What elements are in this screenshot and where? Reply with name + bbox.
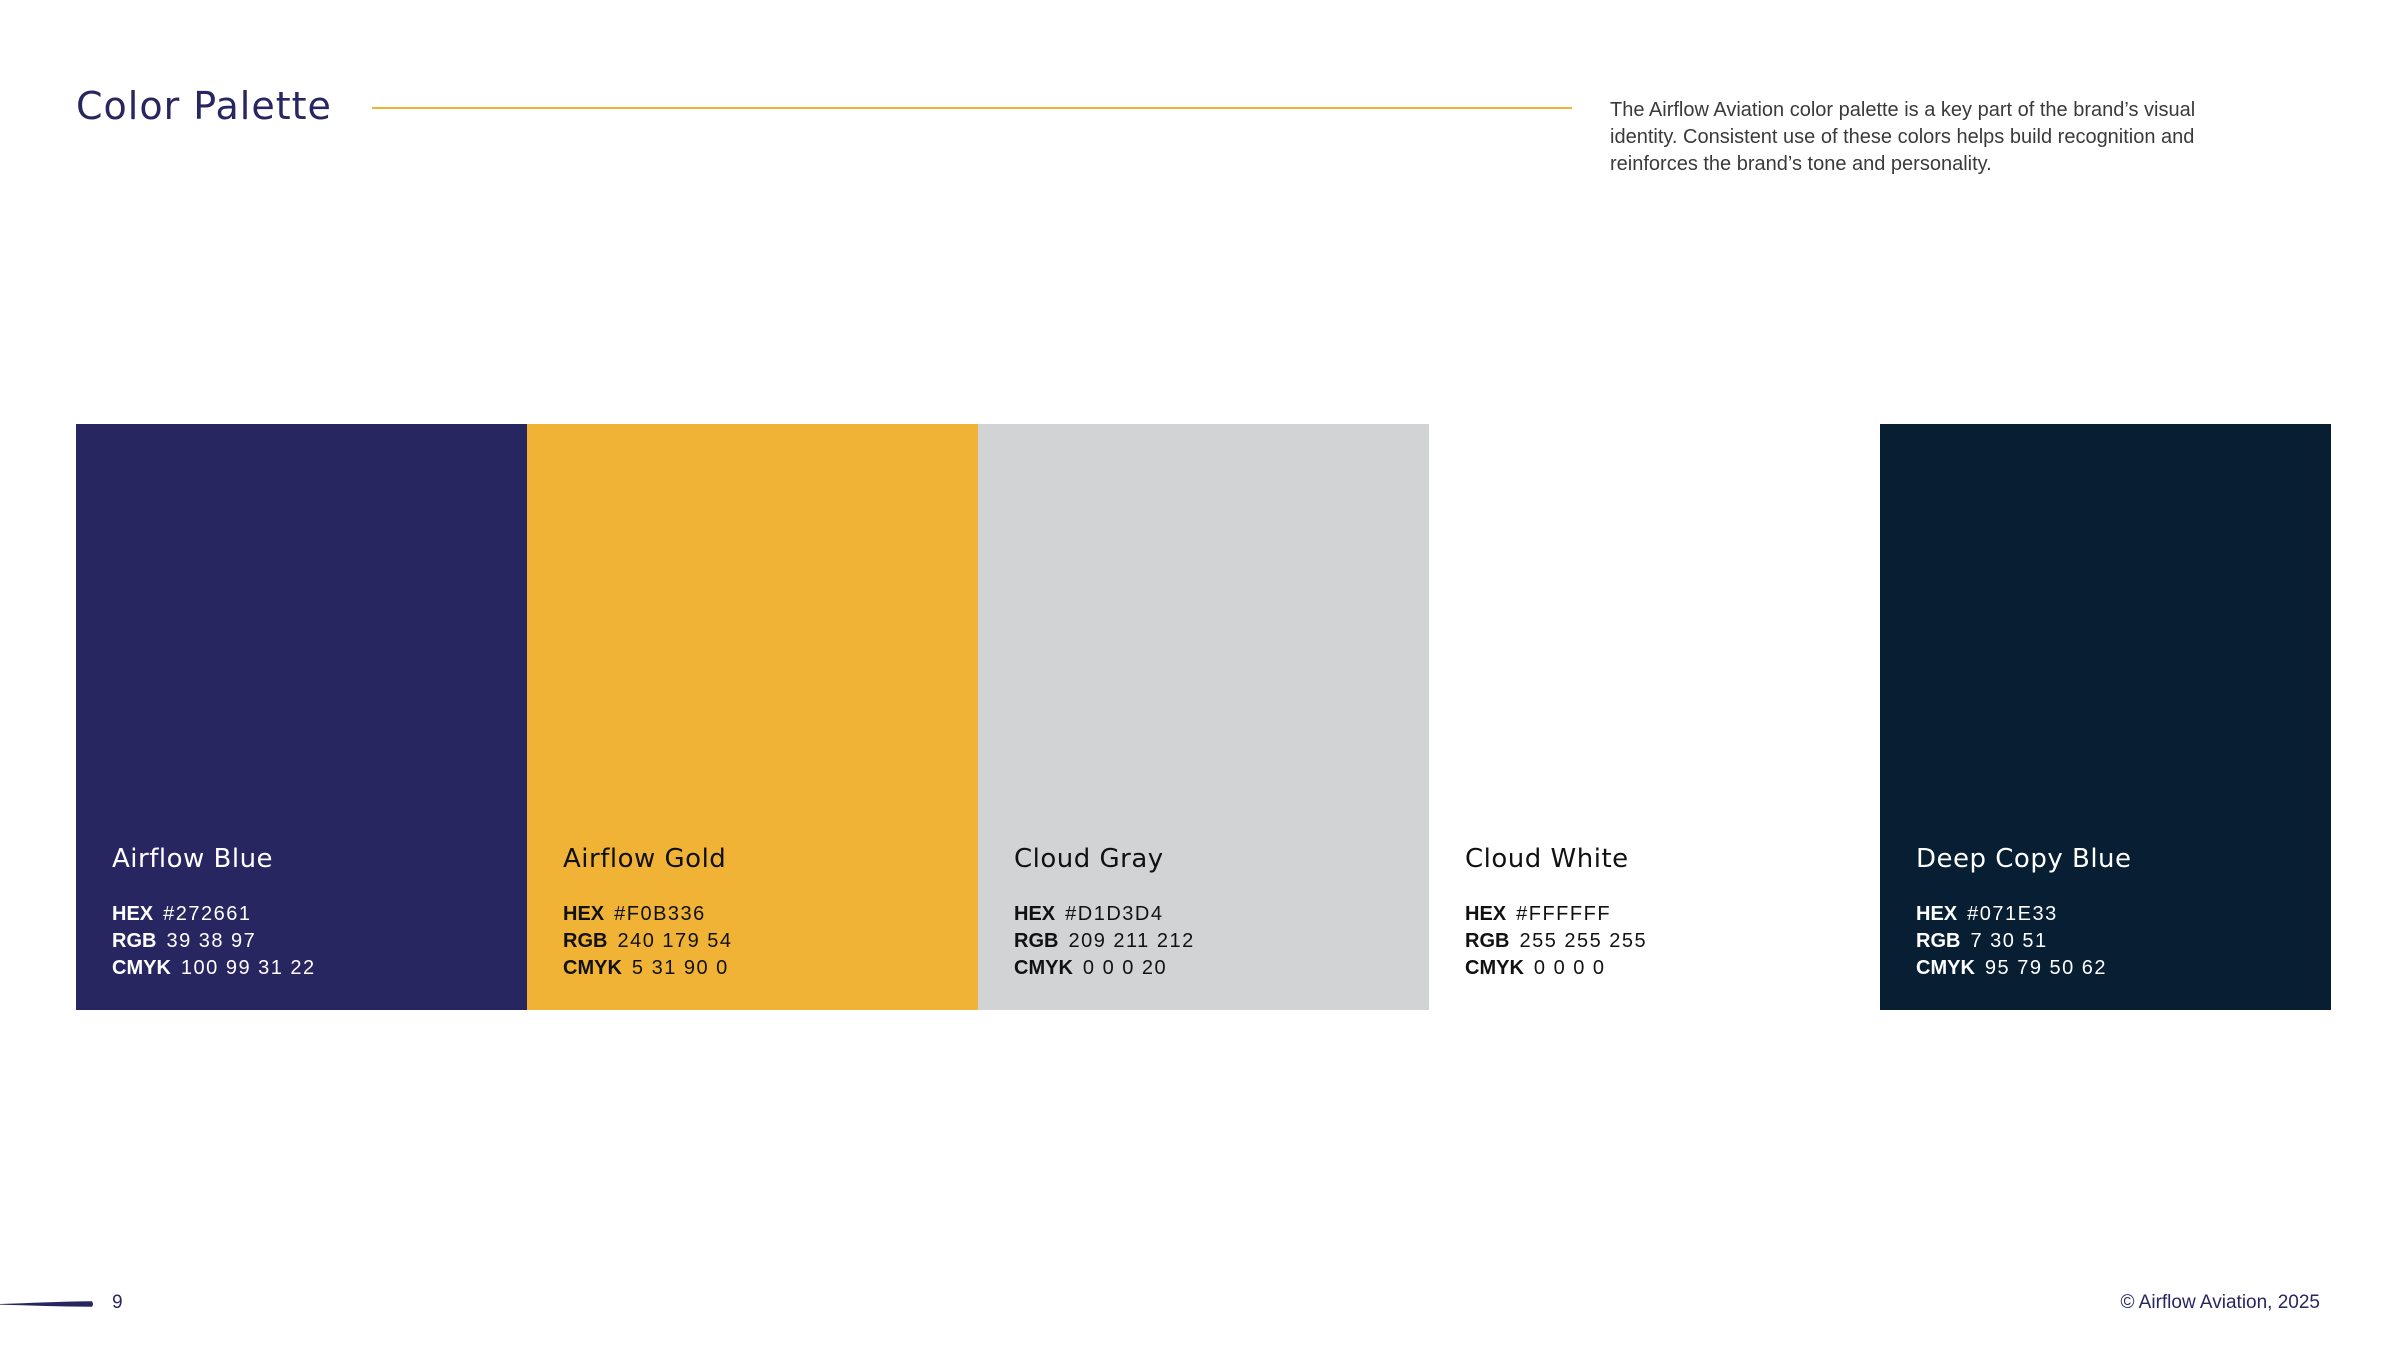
hex-value: #071E33	[1967, 903, 2058, 925]
color-swatch	[1880, 424, 2331, 1010]
color-swatch	[76, 424, 527, 1010]
hex-row	[1465, 901, 1647, 928]
rgb-value: 209 211 212	[1068, 930, 1195, 952]
hex-label: HEX	[1916, 903, 1958, 925]
cmyk-row	[1014, 955, 1195, 982]
title-divider	[372, 107, 1572, 109]
hex-label: HEX	[1465, 903, 1507, 925]
rgb-row	[112, 928, 316, 955]
cmyk-row	[1465, 955, 1647, 982]
rgb-row	[563, 928, 733, 955]
cmyk-label: CMYK	[1916, 957, 1975, 979]
hex-value: #FFFFFF	[1516, 903, 1612, 925]
cmyk-value: 0 0 0 20	[1082, 957, 1168, 979]
copyright-text: © Airflow Aviation, 2025	[2120, 1292, 2320, 1313]
intro-text: The Airflow Aviation color palette is a key part of the brand’s visual identity. Consistent use of these colors helps build recognition and reinforces the brand’s tone and personality.	[1610, 99, 2196, 175]
hex-label: HEX	[563, 903, 605, 925]
brush-stroke-icon	[0, 1300, 94, 1308]
swatch-spec	[563, 901, 733, 982]
cmyk-label: CMYK	[1014, 957, 1073, 979]
hex-row	[112, 901, 316, 928]
hex-value: #D1D3D4	[1065, 903, 1164, 925]
hex-value: #F0B336	[614, 903, 706, 925]
rgb-label: RGB	[563, 930, 608, 952]
swatch-spec	[1916, 901, 2107, 982]
color-swatch	[527, 424, 978, 1010]
rgb-label: RGB	[1465, 930, 1510, 952]
rgb-value: 255 255 255	[1519, 930, 1648, 952]
cmyk-row	[1916, 955, 2107, 982]
rgb-value: 240 179 54	[617, 930, 733, 952]
color-swatch	[1429, 424, 1880, 1010]
swatch-name: Cloud Gray	[1014, 844, 1164, 874]
swatch-name: Airflow Blue	[112, 844, 274, 874]
cmyk-value: 100 99 31 22	[180, 957, 316, 979]
rgb-row	[1465, 928, 1647, 955]
rgb-row	[1014, 928, 1195, 955]
cmyk-value: 95 79 50 62	[1984, 957, 2108, 979]
hex-label: HEX	[1014, 903, 1056, 925]
cmyk-row	[112, 955, 316, 982]
color-swatch	[978, 424, 1429, 1010]
swatch-spec	[1014, 901, 1195, 982]
rgb-label: RGB	[112, 930, 157, 952]
rgb-label: RGB	[1916, 930, 1961, 952]
swatch-spec	[1465, 901, 1647, 982]
hex-value: #272661	[163, 903, 252, 925]
swatch-row	[76, 424, 2332, 1010]
hex-row	[1916, 901, 2107, 928]
rgb-value: 7 30 51	[1970, 930, 2048, 952]
swatch-spec	[112, 901, 316, 982]
hex-row	[563, 901, 733, 928]
hex-label: HEX	[112, 903, 154, 925]
swatch-name: Airflow Gold	[563, 844, 727, 874]
swatch-name: Cloud White	[1465, 844, 1629, 874]
cmyk-label: CMYK	[563, 957, 622, 979]
cmyk-label: CMYK	[1465, 957, 1524, 979]
rgb-value: 39 38 97	[166, 930, 257, 952]
rgb-row	[1916, 928, 2107, 955]
cmyk-label: CMYK	[112, 957, 171, 979]
cmyk-value: 0 0 0 0	[1533, 957, 1606, 979]
cmyk-row	[563, 955, 733, 982]
page-number: 9	[112, 1292, 123, 1313]
hex-row	[1014, 901, 1195, 928]
rgb-label: RGB	[1014, 930, 1059, 952]
swatch-name: Deep Copy Blue	[1916, 844, 2132, 874]
page-title: Color Palette	[76, 84, 332, 128]
cmyk-value: 5 31 90 0	[631, 957, 729, 979]
